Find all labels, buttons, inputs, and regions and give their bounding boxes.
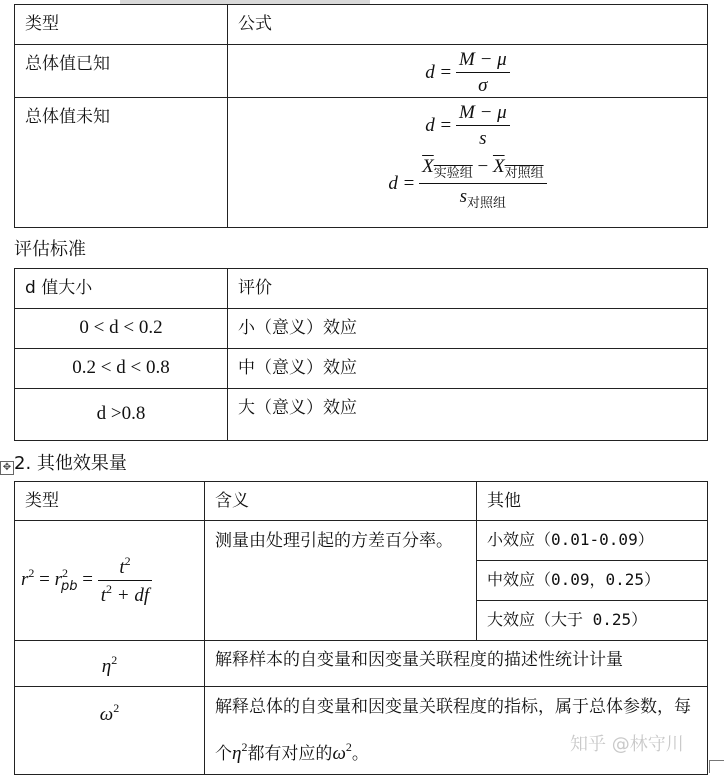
- table-move-handle-icon[interactable]: ✥: [0, 461, 14, 475]
- header-eval: 评价: [228, 269, 708, 309]
- r2-meaning: 测量由处理引起的方差百分率。: [205, 521, 477, 641]
- resize-corner[interactable]: [709, 760, 724, 773]
- level-medium: 中效应（0.09，0.25）: [477, 561, 708, 601]
- den-symbol: s: [459, 185, 468, 207]
- formula-lhs: d: [425, 61, 435, 83]
- criteria-table: [14, 268, 708, 441]
- mean-exp-symbol: $X_{实验组}$: [422, 155, 473, 181]
- omega-meaning: 解释总体的自变量和因变量关联程度的指标，属于总体参数，每个$\eta^2$都有对应的$\omega^2$。: [205, 687, 708, 775]
- omega-symbol: $\omega^2$: [15, 687, 205, 775]
- formula-den: σ: [478, 74, 488, 96]
- formula-num: M − μ: [456, 49, 510, 73]
- eta-symbol: $\eta^2$: [15, 641, 205, 687]
- formula-known: d = $\frac{M - \mu}{\sigma}$: [228, 45, 708, 98]
- sub-exp: 实验组: [433, 165, 473, 181]
- range-small: 0 < d < 0.2: [15, 309, 228, 349]
- header-d-size: d 值大小: [15, 269, 228, 309]
- range-medium: 0.2 < d < 0.8: [15, 349, 228, 389]
- formula-num: M − μ: [456, 102, 510, 126]
- header-type: 类型: [15, 5, 228, 45]
- formula-lhs: d: [388, 172, 398, 194]
- section-title-other: 2. 其他效果量: [14, 453, 127, 474]
- r2-formula: $r^2 = r^2_{pb}$ = $\frac{t^2}{t^2 + df}$: [15, 521, 205, 641]
- row-known-label: 总体值已知: [15, 45, 228, 98]
- mean-ctl-symbol: $X_{对照组}$: [492, 155, 544, 181]
- eval-large: 大（意义）效应: [228, 389, 708, 441]
- watermark: 知乎 @林守川: [570, 734, 684, 755]
- section-title-criteria: 评估标准: [14, 239, 86, 260]
- eval-medium: 中（意义）效应: [228, 349, 708, 389]
- eta-meaning: 解释样本的自变量和因变量关联程度的描述性统计计量: [205, 641, 708, 687]
- sub-ctl: 对照组: [504, 165, 544, 181]
- formula-unknown: d = $\frac{M - \mu}{s}$ d = $\frac{X_{实验组} - X_{对照组}}{s_{对照组}}$: [228, 98, 708, 228]
- level-small: 小效应（0.01-0.09）: [477, 521, 708, 561]
- formula-den: s: [479, 127, 487, 149]
- header-type: 类型: [15, 482, 205, 521]
- header-meaning: 含义: [205, 482, 477, 521]
- sub-ctl: 对照组: [467, 195, 507, 211]
- header-other: 其他: [477, 482, 708, 521]
- range-large: d >0.8: [15, 389, 228, 441]
- eval-small: 小（意义）效应: [228, 309, 708, 349]
- level-large: 大效应（大于 0.25）: [477, 601, 708, 641]
- formula-lhs: d: [425, 114, 435, 136]
- formula-table: [14, 4, 708, 228]
- minus-sign: −: [477, 155, 489, 177]
- header-formula: 公式: [228, 5, 708, 45]
- row-unknown-label: 总体值未知: [15, 98, 228, 228]
